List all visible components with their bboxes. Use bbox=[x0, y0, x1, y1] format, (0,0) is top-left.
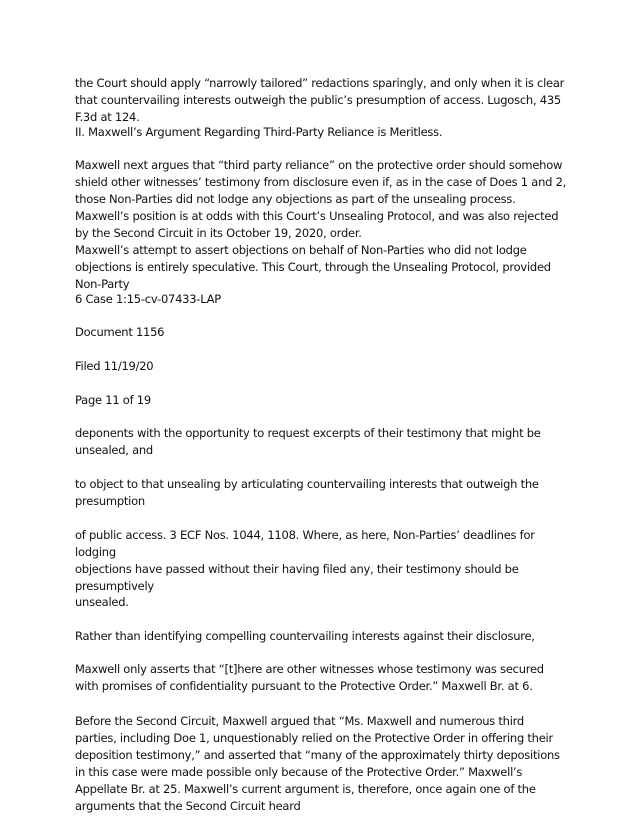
paragraph-maxwell-asserts: Maxwell only asserts that “[t]here are other witnesses whose testimony was secured with promises of confidentiality pursuant to the Protective Order.” Maxwell Br. at 6. bbox=[75, 662, 544, 693]
case-number: 6 Case 1:15-cv-07433-LAP bbox=[75, 292, 221, 306]
paragraph-rather-than: Rather than identifying compelling countervailing interests against their disclosure, bbox=[75, 629, 535, 643]
page-indicator: Page 11 of 19 bbox=[75, 393, 151, 407]
paragraph-object-unsealing: to object to that unsealing by articulating countervailing interests that outweigh the presumption bbox=[75, 477, 539, 508]
paragraph-objections-passed: objections have passed without their having filed any, their testimony should be presumptively bbox=[75, 562, 519, 593]
document-number: Document 1156 bbox=[75, 325, 165, 339]
paragraph-second-circuit: Before the Second Circuit, Maxwell argued that “Ms. Maxwell and numerous third parties, including Doe 1, unquestionably relied on the Protective Order in offering their deposition testimony,” and asserted that “many of the approximately thirty depositions in this case were made possible only because of the Protective Order.” Maxwell’s Appellate Br. at 25. Maxwell’s current argument is, therefore, once again one of the arguments that the Second Circuit heard bbox=[75, 714, 560, 813]
section-heading: II. Maxwell’s Argument Regarding Third-Party Reliance is Meritless. bbox=[75, 125, 443, 139]
paragraph-redactions: the Court should apply “narrowly tailored” redactions sparingly, and only when it is clear that countervailing interests outweigh the public’s presumption of access. Lugosch, 435 F.3d at 124. bbox=[75, 76, 565, 124]
paragraph-third-party-reliance: Maxwell next argues that “third party reliance” on the protective order should somehow shield other witnesses’ testimony from disclosure even if, as in the case of Does 1 and 2, those Non-Parties did not lodge any objections as part of the unsealing process. Maxwell’s position is at odds with this Court’s Unsealing Protocol, and was also rejected by the Second Circuit in its October 19, 2020, order. bbox=[75, 158, 567, 240]
paragraph-public-access: of public access. 3 ECF Nos. 1044, 1108. Where, as here, Non-Parties’ deadlines for lodging bbox=[75, 528, 535, 559]
paragraph-speculative-objections: Maxwell’s attempt to assert objections on behalf of Non-Parties who did not lodge objections is entirely speculative. This Court, through the Unsealing Protocol, provided Non-Party bbox=[75, 243, 551, 291]
filed-date: Filed 11/19/20 bbox=[75, 359, 154, 373]
paragraph-deponents: deponents with the opportunity to request excerpts of their testimony that might be unsealed, and bbox=[75, 426, 541, 457]
paragraph-unsealed: unsealed. bbox=[75, 595, 129, 609]
